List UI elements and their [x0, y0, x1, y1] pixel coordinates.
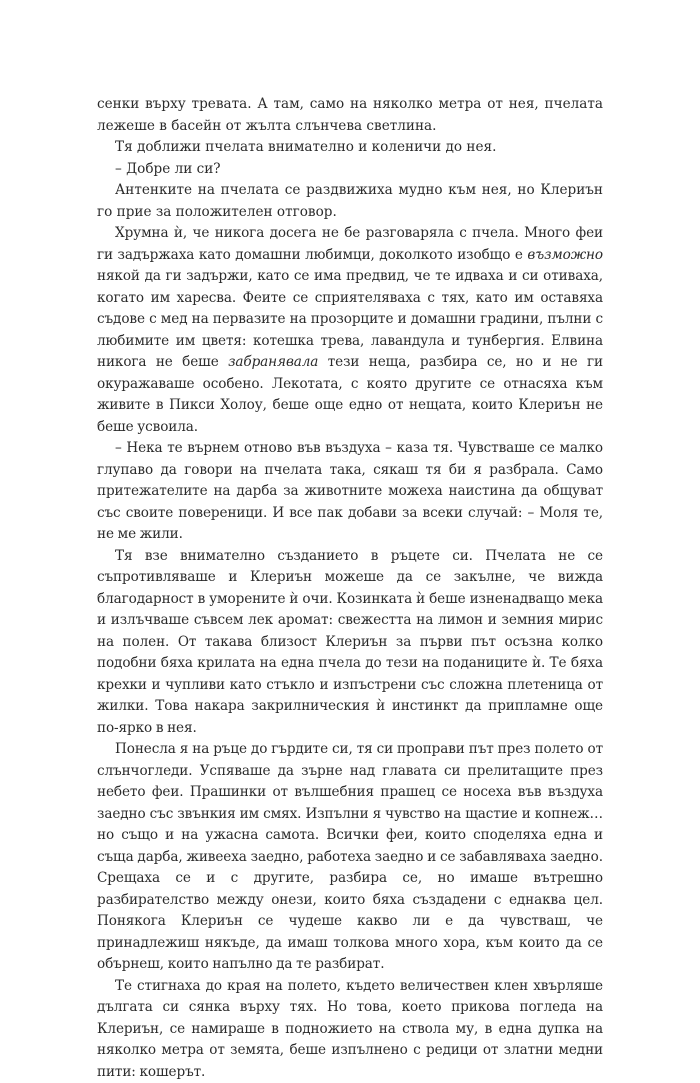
paragraph [97, 976, 603, 1083]
text-run: Хрумна ѝ, че никога досега не бе разговаряла с пчела. Много феи ги задържаха като домашни любимци, доколкото изобщо е [97, 225, 603, 263]
emphasized-text: възможно [527, 247, 603, 263]
paragraph [97, 438, 603, 546]
text-run: Тя взе внимателно създанието в ръцете си. Пчелата не се съпротивляваше и Клериън можеше да се закълне, че вижда благодарност в уморените ѝ очи. Козинката ѝ беше изненадващо мека и излъчваше съвсем лек аромат: свежестта на лимон и земния мирис на полен. От такава близост Клериън за първи път осъзна колко подобни бяха крилата на една пчела до тези на поданиците ѝ. Те бяха крехки и чупливи като стъкло и изпъстрени със сложна плетеница от жилки. Това накара закрилническия ѝ инстинкт да припламне още по-ярко в нея. [97, 548, 603, 736]
text-run: Тя доближи пчелата внимателно и коленичи до нея. [115, 139, 496, 155]
paragraph [97, 94, 603, 137]
body-text [97, 94, 603, 1083]
emphasized-text: забранявала [228, 354, 318, 370]
paragraph [97, 546, 603, 740]
paragraph [97, 137, 603, 159]
paragraph [97, 739, 603, 976]
text-run: сенки върху тревата. А там, само на няколко метра от нея, пчелата лежеше в басейн от жълта слънчева светлина. [97, 96, 603, 134]
paragraph [97, 180, 603, 223]
text-run: тези неща, разбира се, но и не ги окуражаваше особено. Лекотата, с която другите се отнасяха към живите в Пикси Холоу, беше още едно от нещата, които Клериън не беше усвоила. [97, 354, 603, 435]
paragraph [97, 159, 603, 181]
text-run: Понесла я на ръце до гърдите си, тя си проправи път през полето от слънчогледи. Успяваше да зърне над главата си прелитащите през небето феи. Прашинки от вълшебния прашец се носеха във въздуха заедно със звънкия им смях. Изпълни я чувство на щастие и копнеж… но също и на ужасна самота. Всички феи, които споделяха една и съща дарба, живееха заедно, работеха заедно и се забавляваха заедно. Срещаха се и с другите, разбира се, но имаше вътрешно разбирателство между онези, които бяха създадени с еднаква цел. Понякога Клериън се чудеше какво ли е да чувстваш, че принадлежиш някъде, да имаш толкова много хора, към които да се обърнеш, които напълно да те разбират. [97, 741, 603, 972]
text-run: някой да ги задържи, като се има предвид, че те идваха и си отиваха, когато им харесва. Феите се сприятеляваха с тях, като им оставяха съдове с мед на первазите на прозорците и домашни градини, пълни с любимите им цветя: котешка трева, лавандула и тунбергия. Елвина никога не беше [97, 268, 603, 370]
text-run: Антенките на пчелата се раздвижиха мудно към нея, но Клериън го прие за положителен отговор. [97, 182, 603, 220]
text-run: – Добре ли си? [115, 161, 221, 177]
paragraph [97, 223, 603, 438]
text-run: Те стигнаха до края на полето, където величествен клен хвърляше дългата си сянка върху тях. Но това, което прикова погледа на Клериън, се намираше в подножието на ствола му, в една дупка на няколко метра от земята, беше изпълнено с редици от златни медни пити: кошерът. [97, 978, 603, 1080]
text-run: – Нека те върнем отново във въздуха – каза тя. Чувстваше се малко глупаво да говори на пчелата така, сякаш тя би я разбрала. Само притежателите на дарба за животните можеха наистина да общуват със своите повереници. И все пак добави за всеки случай: – Моля те, не ме жили. [97, 440, 603, 542]
